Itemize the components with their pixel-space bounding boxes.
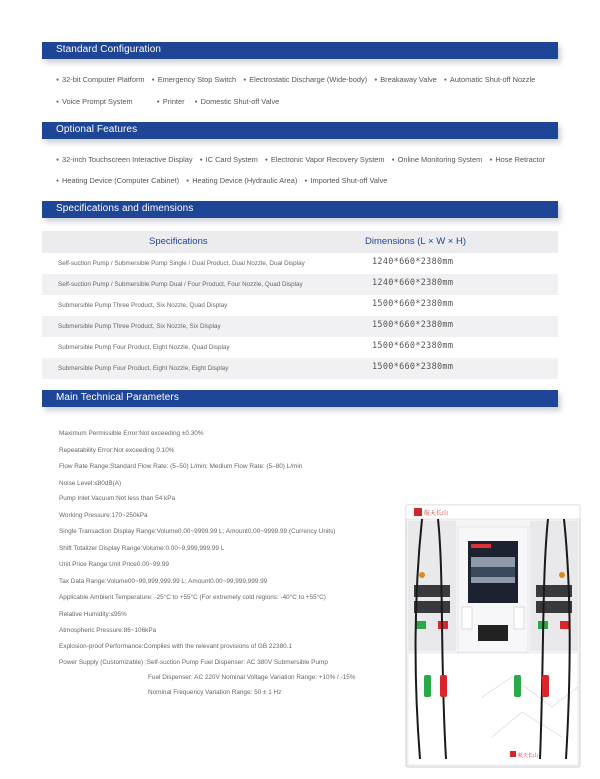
feature-item: ● Hose Retractor <box>489 155 545 164</box>
parameter-line: Power Supply (Customizable) ;Self-suction Pump Fuel Dispenser: AC 380V Submersible Pump <box>59 659 328 666</box>
table-row <box>42 316 558 337</box>
parameter-line: Working Pressure:170~250kPa <box>59 512 148 519</box>
table-row <box>42 337 558 358</box>
parameter-line: Shift Totalizer Display Range:Volume:0.00~9,999,999.99 L <box>59 545 225 552</box>
column-header-dimensions: Dimensions (L × W × H) <box>365 236 467 247</box>
parameter-line: Noise Level:≤80dB(A) <box>59 480 122 487</box>
optional-row-1 <box>56 155 550 164</box>
feature-item: ● IC Card System <box>200 155 258 164</box>
parameter-line: Maximum Permissible Error:Not exceeding ±0.30% <box>59 430 204 437</box>
dimension-cell: 1240*660*2380mm <box>372 278 454 288</box>
table-row <box>42 358 558 379</box>
table-header <box>42 231 558 253</box>
feature-item: ● Imported Shut-off Valve <box>304 176 387 185</box>
dimension-cell: 1500*660*2380mm <box>372 299 454 309</box>
feature-item: ● Online Monitoring System <box>392 155 483 164</box>
parameter-line: Pump Inlet Vacuum:Not less than 54 kPa <box>59 495 176 502</box>
table-row <box>42 295 558 316</box>
parameter-line: Unit Price Range:Unit Price0.00~99.99 <box>59 561 169 568</box>
spec-cell: Submersible Pump Four Product, Eight Nozzle, Quad Display <box>58 344 230 351</box>
parameter-line: Atmospheric Pressure:86~106kPa <box>59 627 157 634</box>
feature-item: ● Heating Device (Computer Cabinet) <box>56 176 179 185</box>
spec-cell: Self-suction Pump / Submersible Pump Dual / Four Product, Four Nozzle, Quad Display <box>58 281 303 288</box>
feature-item: ● Electronic Vapor Recovery System <box>265 155 385 164</box>
section-optional-features <box>42 122 558 139</box>
brand-logo-text-bottom: 航天长山 <box>518 753 539 759</box>
feature-item: ● 32-inch Touchscreen Interactive Display <box>56 155 193 164</box>
dimension-cell: 1500*660*2380mm <box>372 320 454 330</box>
parameter-line: Flow Rate Range:Standard Flow Rate: (5–50) L/min; Medium Flow Rate: (5–80) L/min <box>59 463 303 470</box>
section-technical-parameters <box>42 390 558 407</box>
parameter-line: Tax Data Range:Volume00~99,999,999.99 L; Amount0.00~99,999,999.99 <box>59 578 268 585</box>
standard-row-2 <box>56 97 284 106</box>
section-standard-configuration <box>42 42 558 59</box>
optional-row-2 <box>56 176 392 185</box>
parameter-line: Single Transaction Display Range:Volume0.00~9999.99 L; Amount0.00~9999.99 (Currency Units) <box>59 528 336 535</box>
specifications-table <box>42 231 558 379</box>
feature-item: ● Emergency Stop Switch <box>152 75 237 84</box>
table-row <box>42 274 558 295</box>
column-header-specifications: Specifications <box>149 236 208 247</box>
fuel-dispenser-image <box>402 497 584 770</box>
section-title: Main Technical Parameters <box>56 392 179 403</box>
parameter-line: Applicable Ambient Temperature: -25°C to +55°C (For extremely cold regions: -40°C to +55°C) <box>59 594 326 601</box>
dimension-cell: 1500*660*2380mm <box>372 362 454 372</box>
feature-item: ● Domestic Shut-off Valve <box>195 97 280 106</box>
feature-item: ● Electrostatic Discharge (Wide-body) <box>243 75 367 84</box>
parameter-line: Nominal Frequency Variation Range: 50 ± 1 Hz <box>148 689 282 696</box>
parameter-line: Repeatability Error:Not exceeding 0.10% <box>59 447 175 454</box>
dimension-cell: 1240*660*2380mm <box>372 257 454 267</box>
table-row <box>42 253 558 274</box>
spec-cell: Submersible Pump Four Product, Eight Nozzle, Eight Display <box>58 365 229 372</box>
feature-item: ● Heating Device (Hydraulic Area) <box>186 176 297 185</box>
spec-cell: Self-suction Pump / Submersible Pump Single / Dual Product, Dual Nozzle, Dual Display <box>58 260 305 267</box>
spec-cell: Submersible Pump Three Product, Six Nozzle, Quad Display <box>58 302 228 309</box>
section-title: Optional Features <box>56 124 138 135</box>
standard-row-1 <box>56 75 540 84</box>
parameter-line: Fuel Dispenser: AC 220V Nominal Voltage Variation Range: +10% / -15% <box>148 674 356 681</box>
section-specifications <box>42 201 558 218</box>
brand-logo-text: 航天长山 <box>424 510 449 517</box>
parameter-line: Relative Humidity:≤95% <box>59 611 127 618</box>
feature-item: ● Automatic Shut-off Nozzle <box>444 75 535 84</box>
spec-cell: Submersible Pump Three Product, Six Nozzle, Six Display <box>58 323 221 330</box>
feature-item: ● Voice Prompt System <box>56 97 133 106</box>
feature-item: ● 32-bit Computer Platform <box>56 75 145 84</box>
feature-item: ● Breakaway Valve <box>374 75 437 84</box>
feature-item: ● Printer <box>157 97 185 106</box>
parameter-line: Explosion-proof Performance:Complies with the relevant provisions of GB 22380.1 <box>59 643 293 650</box>
section-title: Standard Configuration <box>56 44 162 55</box>
dimension-cell: 1500*660*2380mm <box>372 341 454 351</box>
section-title: Specifications and dimensions <box>56 203 194 214</box>
